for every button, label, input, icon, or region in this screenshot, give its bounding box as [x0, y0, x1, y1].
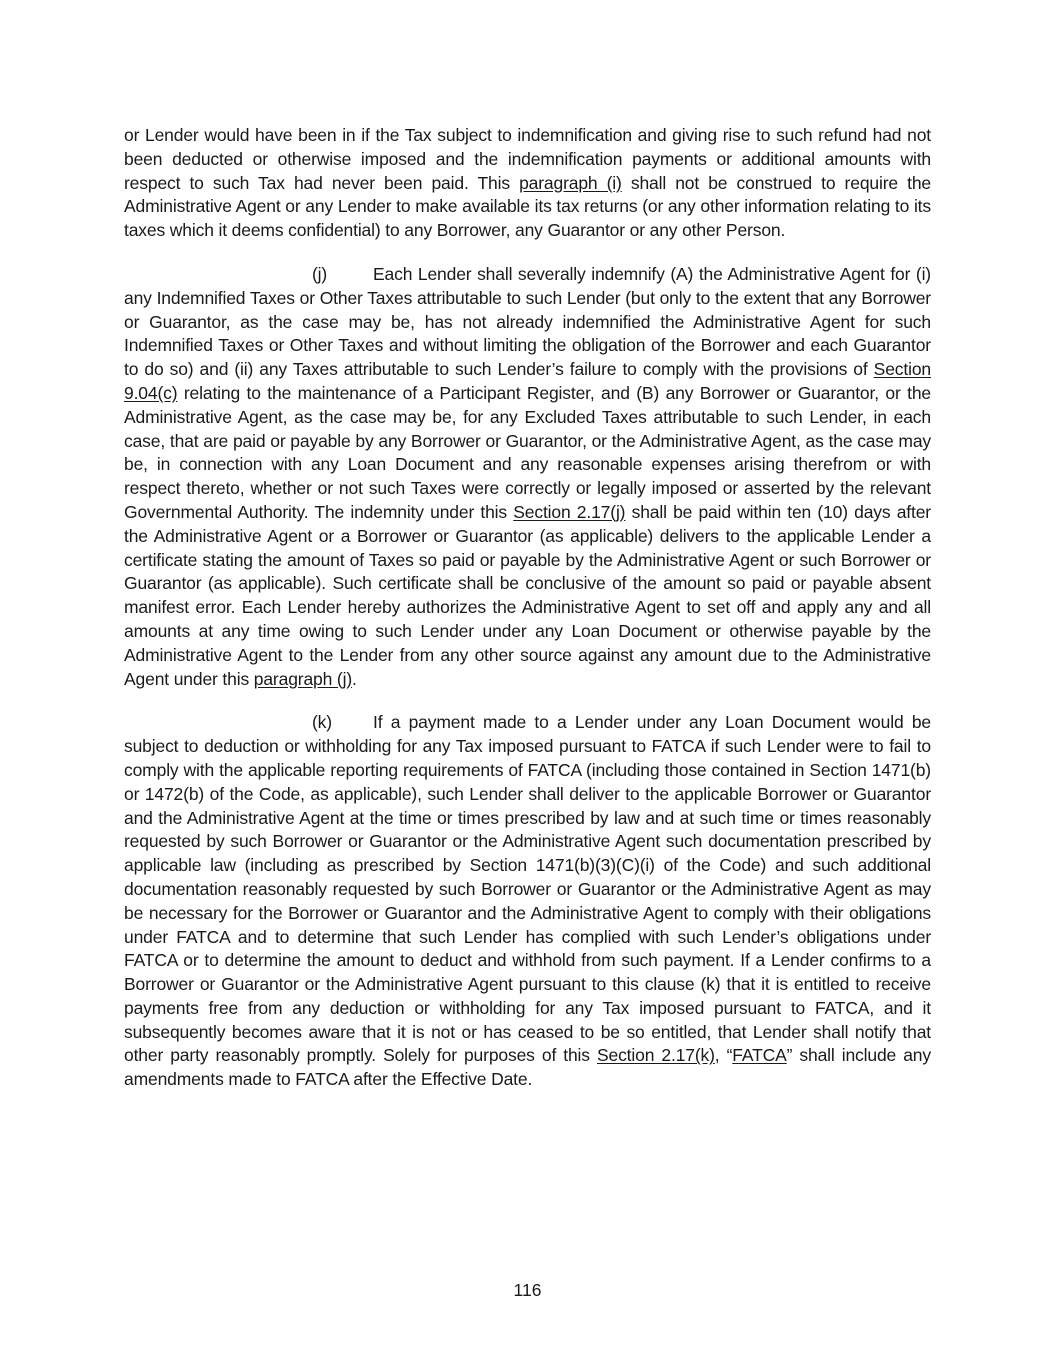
- paragraph-text: If a payment made to a Lender under any Loan Document would be subject to deduction or withholding for any Tax imposed pursuant to FATCA if such Lender were to fail to comply with the applicable reporting requirements of FATCA (including those contained in Section 1471(b) or 1472(b) of the Code, as applicable), such Lender shall deliver to the applicable Borrower or Guarantor and the Administrative Agent at the time or times prescribed by law and at such time or times reasonably requested by such Borrower or Guarantor or the Administrative Agent such documentation prescribed by applicable law (including as prescribed by Section 1471(b)(3)(C)(i) of the Code) and such additional documentation reasonably requested by such Borrower or Guarantor or the Administrative Agent as may be necessary for the Borrower or Guarantor and the Administrative Agent to comply with their obligations under FATCA and to determine that such Lender has complied with such Lender’s obligations under FATCA or to determine the amount to deduct and withhold from such payment. If a Lender confirms to a Borrower or Guarantor or the Administrative Agent pursuant to this clause (k) that it is entitled to receive payments free from any deduction or withholding for any Tax imposed pursuant to FATCA, and it subsequently becomes aware that it is not or has ceased to be so entitled, that Lender shall notify that other party reasonably promptly. Solely for purposes of this: [124, 712, 931, 1066]
- paragraph-text: shall not be construed to require the Administrative Agent or any Lender to make available its tax returns (or any other information relating to its taxes which it deems confidential) to any Borrower, any Guarantor or any other Person.: [124, 172, 931, 241]
- paragraph-text: relating to the maintenance of a Participant Register, and (B) any Borrower or Guarantor, or the Administrative Agent, as the case may be, for any Excluded Taxes attributable to such Lender, in each case, that are paid or payable by any Borrower or Guarantor, or the Administrative Agent, as the case may be, in connection with any Loan Document and any reasonable expenses arising therefrom or with respect thereto, whether or not such Taxes were correctly or legally imposed or asserted by the relevant Governmental Authority. The indemnity under this: [124, 382, 931, 522]
- cross-reference: Section 2.17(j): [513, 501, 626, 522]
- paragraph-text: .: [352, 668, 357, 689]
- paragraph-j: [124, 263, 931, 691]
- paragraph-k: [124, 711, 931, 1092]
- cross-reference: Section 9.04(c): [124, 359, 931, 403]
- defined-term: FATCA: [732, 1045, 787, 1066]
- paragraph-text: ” shall include any amendments made to FATCA after the Effective Date.: [124, 1045, 931, 1090]
- cross-reference: paragraph (j): [253, 668, 353, 689]
- document-page: [124, 124, 931, 1112]
- cross-reference: Section 2.17(k): [596, 1045, 715, 1066]
- paragraph-text: or Lender would have been in if the Tax subject to indemnification and giving rise to such refund had not been deducted or otherwise imposed and the indemnification payments or additional amounts with respect to such Tax had never been paid. This: [124, 125, 931, 193]
- paragraph-text: shall be paid within ten (10) days after the Administrative Agent or a Borrower or Guarantor (as applicable) delivers to the applicable Lender a certificate stating the amount of Taxes so paid or payable by the Administrative Agent or such Borrower or Guarantor (as applicable). Such certificate shall be conclusive of the amount so paid or payable absent manifest error. Each Lender hereby authorizes the Administrative Agent to set off and apply any and all amounts at any time owing to such Lender under any Loan Document or otherwise payable by the Administrative Agent to the Lender from any other source against any amount due to the Administrative Agent under this: [124, 501, 931, 689]
- paragraph-marker: (j): [312, 263, 328, 284]
- cross-reference: paragraph (i): [519, 172, 622, 193]
- page-number: 116: [513, 1280, 542, 1300]
- paragraph-text: Each Lender shall severally indemnify (A) the Administrative Agent for (i) any Indemnified Taxes or Other Taxes attributable to such Lender (but only to the extent that any Borrower or Guarantor, as the case may be, has not already indemnified the Administrative Agent for such Indemnified Taxes or Other Taxes and without limiting the obligation of the Borrower and each Guarantor to do so) and (ii) any Taxes attributable to such Lender’s failure to comply with the provisions of: [124, 263, 931, 380]
- paragraph-marker: (k): [312, 712, 332, 733]
- paragraph-text: , “: [714, 1045, 733, 1066]
- paragraph-i-continued: [124, 124, 931, 243]
